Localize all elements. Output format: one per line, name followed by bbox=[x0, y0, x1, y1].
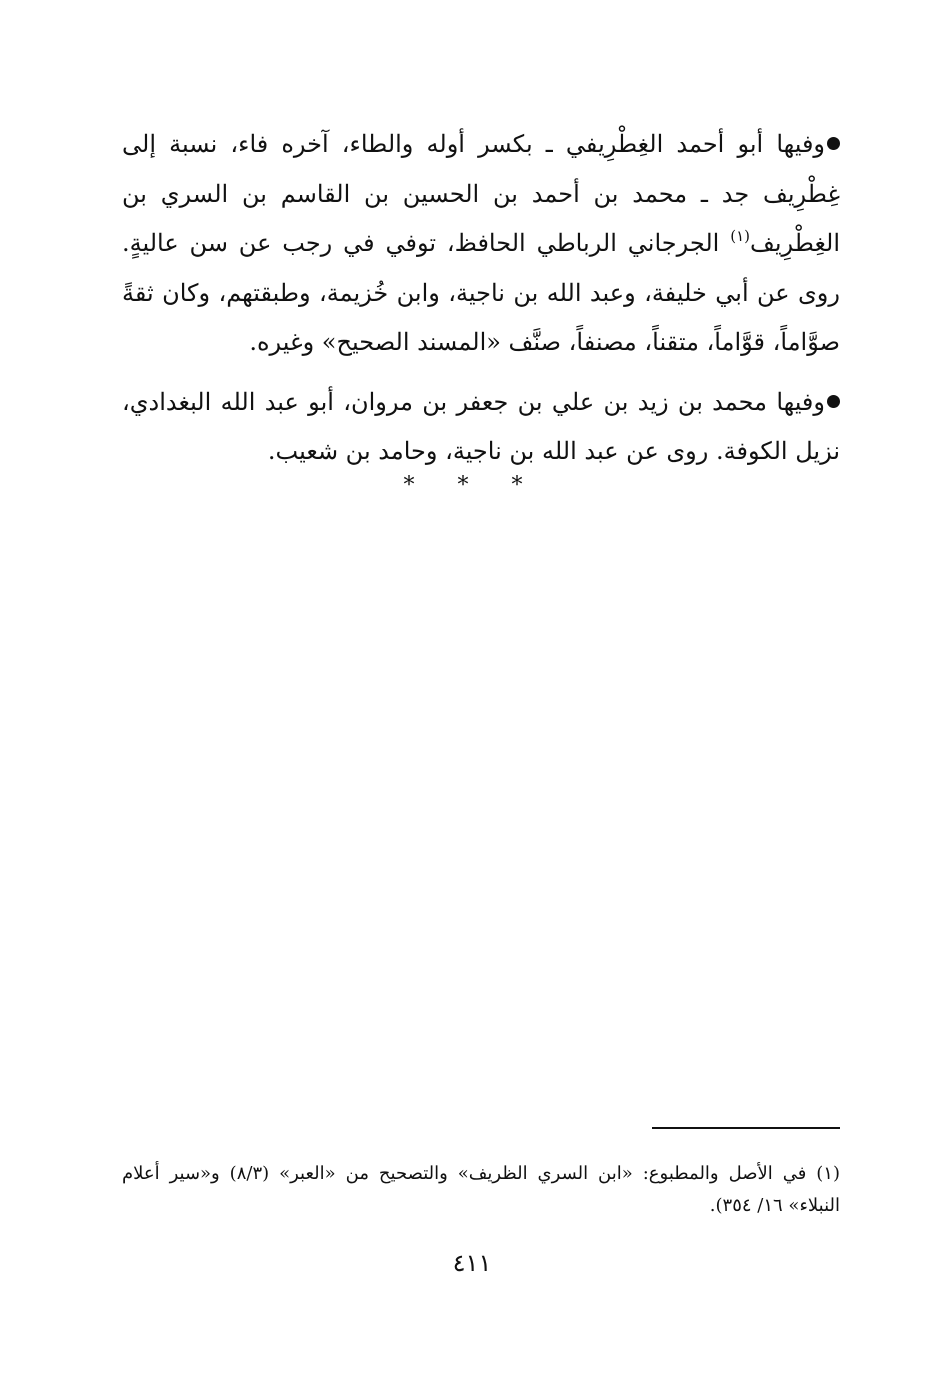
entry-paragraph-1 bbox=[122, 120, 840, 368]
main-text bbox=[122, 120, 840, 477]
entry-1-text-continued: الجرجاني الرباطي الحافظ، توفي في رجب عن سن عاليةٍ. روى عن أبي خليفة، وعبد الله بن ناجية، وابن خُزيمة، وطبقتهم، وكان ثقةً صوَّاماً، قوَّاماً، متقناً، مصنفاً، صنَّف «المسند الصحيح» وغيره. bbox=[122, 229, 840, 356]
entry-paragraph-2 bbox=[122, 378, 840, 477]
footnote-rule bbox=[652, 1127, 840, 1129]
footnote-reference: (١) bbox=[730, 227, 750, 245]
bullet-icon bbox=[827, 137, 840, 150]
footnote: (١) في الأصل والمطبوع: «ابن السري الظريف» والتصحيح من «العبر» (٨/٣) و«سير أعلام النبلاء» ١٦/ ٣٥٤). bbox=[122, 1163, 840, 1216]
entry-2-text: وفيها محمد بن زيد بن علي بن جعفر بن مروان، أبو عبد الله البغدادي، نزيل الكوفة. روى عن عبد الله بن ناجية، وحامد بن شعيب. bbox=[122, 387, 840, 465]
section-separator: * * * bbox=[403, 473, 541, 498]
bullet-icon bbox=[827, 395, 840, 408]
entry-1-text: وفيها أبو أحمد الغِطْرِيفي ـ بكسر أوله والطاء، آخره فاء، نسبة إلى غِطْرِيف جد ـ محمد بن أحمد بن الحسين بن القاسم بن السري بن الغِطْرِيف bbox=[122, 130, 840, 257]
page-number: ٤١١ bbox=[452, 1249, 492, 1277]
